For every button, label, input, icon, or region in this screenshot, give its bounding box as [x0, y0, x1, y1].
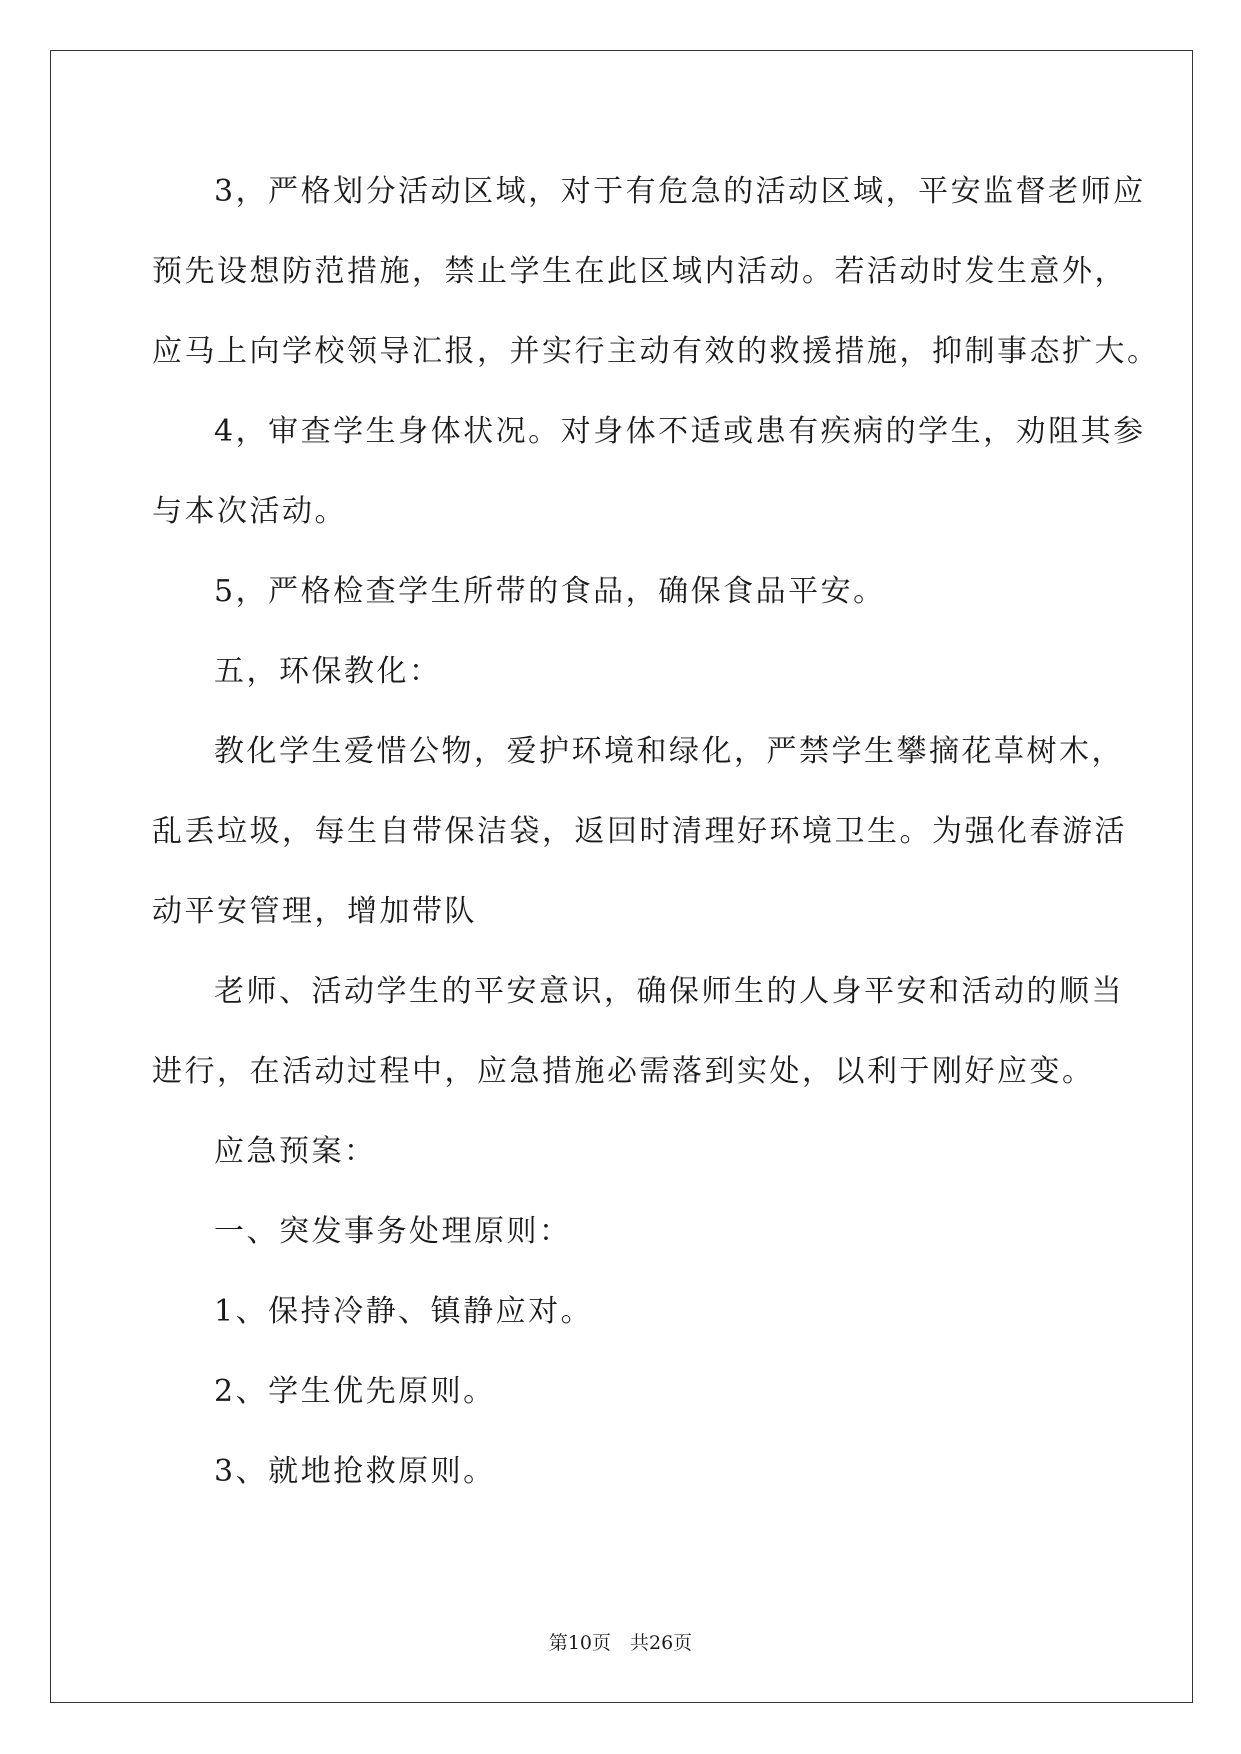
paragraph-line: 老师、活动学生的平安意识，确保师生的人身平安和活动的顺当 [214, 974, 1124, 1009]
paragraph-line: 5，严格检查学生所带的食品，确保食品平安。 [214, 574, 886, 609]
list-item: 1、保持冷静、镇静应对。 [214, 1294, 594, 1329]
section-heading: 五，环保教化： [214, 654, 442, 689]
paragraph-line: 进行，在活动过程中，应急措施必需落到实处，以利于刚好应变。 [152, 1054, 1095, 1089]
section-heading: 应急预案： [214, 1134, 377, 1169]
paragraph-line: 预先设想防范措施，禁止学生在此区域内活动。若活动时发生意外， [152, 254, 1127, 289]
paragraph-line: 动平安管理，增加带队 [152, 894, 477, 929]
section-heading: 一、突发事务处理原则： [214, 1214, 572, 1249]
list-item: 3、就地抢救原则。 [214, 1454, 496, 1489]
paragraph-line: 应马上向学校领导汇报，并实行主动有效的救援措施，抑制事态扩大。 [152, 334, 1160, 369]
paragraph-line: 3，严格划分活动区域，对于有危急的活动区域，平安监督老师应 [214, 174, 1146, 209]
paragraph-line: 乱丢垃圾，每生自带保洁袋，返回时清理好环境卫生。为强化春游活 [152, 814, 1127, 849]
page-number: 第10页 共26页 [548, 1632, 693, 1654]
paragraph-line: 与本次活动。 [152, 494, 347, 529]
paragraph-line: 教化学生爱惜公物，爱护环境和绿化，严禁学生攀摘花草树木， [214, 734, 1124, 769]
paragraph-line: 4，审查学生身体状况。对身体不适或患有疾病的学生，劝阻其参 [214, 414, 1146, 449]
list-item: 2、学生优先原则。 [214, 1374, 496, 1409]
